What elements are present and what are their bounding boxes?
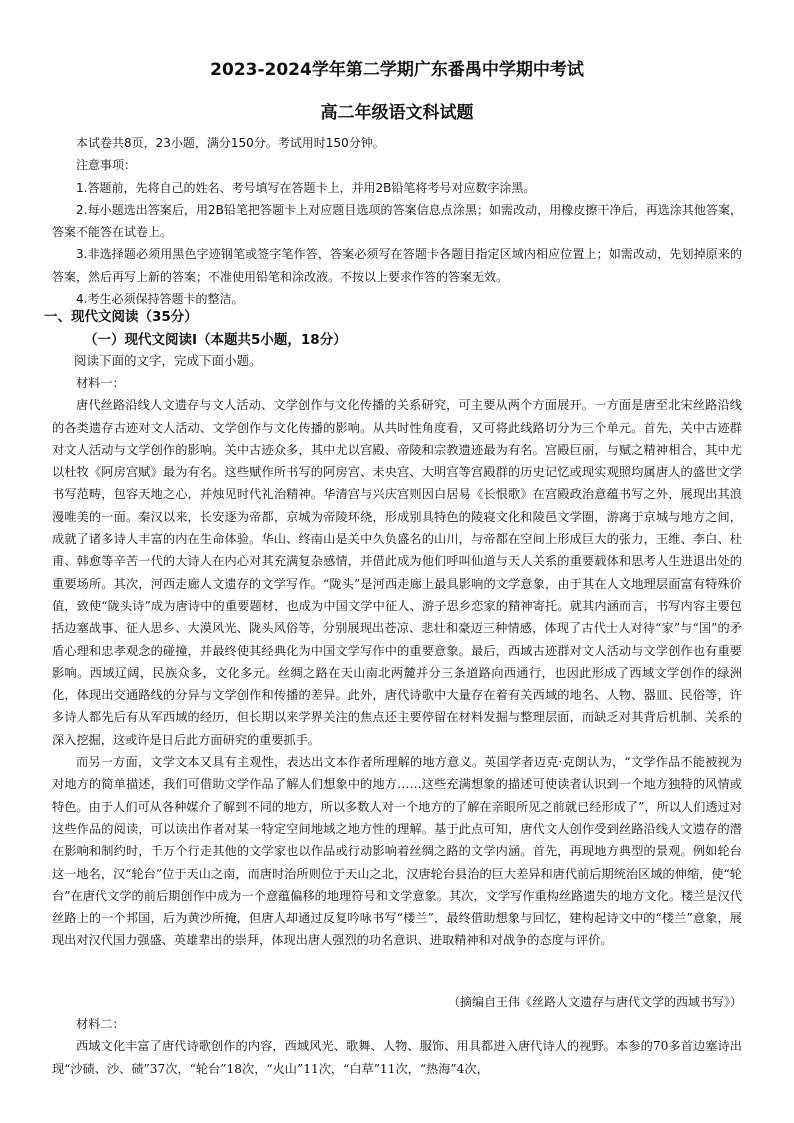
note-item: 4.考生必须保持答题卡的整洁。 (76, 292, 244, 307)
note-item: 2.每小题选出答案后，用2B铅笔把答题卡上对应题目选项的答案信息点涂黑；如需改动，用橡皮擦干净后，再选涂其他答案，答案不能答在试卷上。 (52, 202, 742, 240)
material-label: 材料二： (76, 1017, 125, 1031)
note-item: 1.答题前，先将自己的姓名、考号填写在答题卡上，并用2B铅笔将考号对应数字涂黑。 (76, 180, 536, 195)
material-label: 材料一： (76, 376, 125, 390)
reading-instruction: 阅读下面的文字，完成下面小题。 (74, 353, 262, 368)
material-two (52, 1013, 742, 1080)
paragraph: 而另一方面，文学文本又具有主观性，表达出文本作者所理解的地方意义。英国学者迈克·克朗认为，“文学作品不能被视为对地方的简单描述，我们可借助文学作品了解人们想象中的地方……这些充满想象的描述可使读者认识到一个地方独特的风情或特色。由于人们可从各种媒介了解到不同的地方，所以多数人对一个地方的了解在亲眼所见之前就已经形成了”，所以人们透过对这些作品的阅读，可以读出作者对某一特定空间地域之地方性的理解。基于此点可知，唐代文人创作受到丝路沿线人文遗存的潜在影响和制约时，千万个行走其他的文学家也以作品或行动影响着丝绸之路的文学内涵。首先，再现地方典型的景观。例如轮台这一地名，汉“轮台”位于天山之南，而唐时治所则位于天山之北，汉唐轮台县治的巨大差异和唐代前后期统治区域的伸缩，使“轮台”在唐代文学的前后期创作中成为一个意蕴偏移的地理符号和文学意象。其次，文学写作重构丝路遗失的地方文化。楼兰是汉代丝路上的一个邦国，后为黄沙所掩，但唐人却通过反复吟咏书写“楼兰”，最终借助想象与回忆，建构起诗文中的“楼兰”意象，展现出对汉代国力强盛、英雄辈出的崇拜，体现出唐人强烈的功名意识、进取精神和对战争的态度与评价。 (52, 755, 742, 948)
paragraph: 西域文化丰富了唐代诗歌创作的内容，西域风光、歌舞、人物、服饰、用具都进入唐代诗人的视野。本参的70多首边塞诗出现“沙碛、沙、碛”37次，“轮台”18次，“火山”11次，“白草”11次，“热海”4次， (52, 1039, 742, 1076)
notes-heading: 注意事项： (76, 158, 137, 173)
subsection-heading: （一）现代文阅读Ⅰ（本题共5小题，18分） (84, 332, 347, 348)
paragraph: 唐代丝路沿线人文遗存与文人活动、文学创作与文化传播的关系研究，可主要从两个方面展开。一方面是唐至北宋丝路沿线的各类遗存古迹对文人活动、文学创作与文化传播的影响。从共时性角度看，又可将此线路切分为三个单元。首先，关中古迹群对文人活动与文学创作的影响。关中古迹众多，其中尤以宫殿、帝陵和宗教遗迹最为有名。宫殿巨丽，与赋之精神相合，其中尤以杜牧《阿房宫赋》最为有名。这些赋作所书写的阿房宫、未央宫、大明宫等宫殿群的历史记忆或现实观照均属唐人的盛世文学书写范畴，包容天地之心，并烛见时代礼治精神。华清宫与兴庆宫则因白居易《长恨歌》在宫殿政治意蕴书写之外，展现出其浪漫唯美的一面。秦汉以来，长安逐为帝都，京城为帝陵环绕，形成别具特色的陵寝文化和陵邑文学圈，游离于京城与地方之间，成就了诸多诗人丰富的内在生命体验。华山、终南山是关中久负盛名的山川，与帝都在空间上形成巨大的张力，王维、李白、杜甫、韩愈等辛苦一代的大诗人在内心对其充满复杂感情，并借此成为他们呼叫仙道与天人关系的重要载体和思考人生进退出处的重要场所。其次，河西走廊人文遗存的文学写作。“陇头”是河西走廊上最具影响的文学意象，由于其在人文地理层面富有特殊价值，致使“陇头诗”成为唐诗中的重要题材，也成为中国文学中征人、游子思乡恋家的精神寄托。就其内涵而言，书写内容主要包括边塞战事、征人思乡、大漠风光、陇头风俗等，分别展现出苍凉、悲壮和豪迈三种情感，体现了古代士人对待“家”与“国”的矛盾心理和忠孝观念的碰撞，并最终使其经典化为中国文学写作中的重要意象。最后，西域古迹群对文人活动与文学创作也有重要影响。西域辽阔，民族众多，文化多元。丝绸之路在天山南北两麓并分三条道路向西通行，也因此形成了西域文学创作的绿洲化，体现出交通路线的分异与文学创作和传播的差异。此外，唐代诗歌中大量存在着有关西域的地名、人物、器皿、民俗等，许多诗人都先后有从军西域的经历，但长期以来学界关注的焦点还主要停留在材料发掘与整理层面，而缺乏对其背后机制、关系的深入挖掘，这或许是日后此方面研究的重要抓手。 (52, 398, 742, 747)
material-one (52, 372, 742, 952)
exam-intro: 本试卷共8页，23小题，满分150分。考试用时150分钟。 (76, 136, 385, 150)
note-item: 3.非选择题必须用黑色字迹钢笔或签字笔作答，答案必须写在答题卡各题目指定区域内相应位置上；如需改动，先划掉原来的答案，然后再写上新的答案；不准使用铅笔和涂改液。不按以上要求作答的答案无效。 (52, 247, 742, 284)
exam-instructions (52, 132, 742, 310)
source-citation: （摘编自王伟《丝路人文遗存与唐代文学的西域书写》） (447, 995, 742, 1009)
exam-title: 2023-2024学年第二学期广东番禺中学期中考试 (210, 60, 584, 80)
exam-subtitle: 高二年级语文科试题 (320, 103, 474, 123)
section-heading: 一、现代文阅读（35分） (44, 309, 198, 325)
